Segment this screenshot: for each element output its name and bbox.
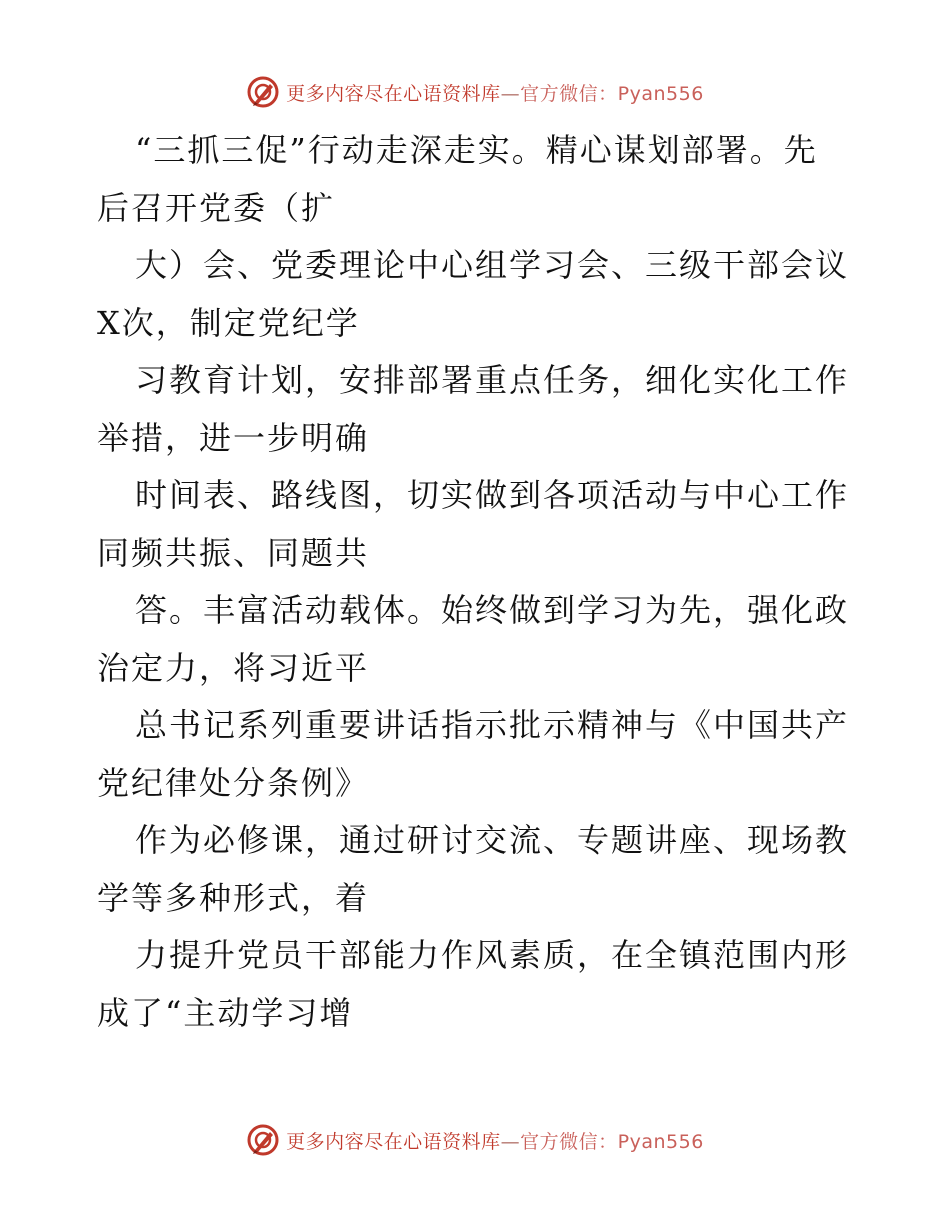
footer-banner-text [286, 1127, 704, 1154]
header-watermark-banner [0, 72, 950, 112]
text-line: “三抓三促”行动走深走实。精心谋划部署。先 [135, 131, 818, 169]
footer-separator: — [500, 1130, 521, 1153]
text-line: 党纪律处分条例》 [97, 763, 370, 802]
text-line: X次，制定党纪学 [97, 303, 360, 342]
header-site-text: 更多内容尽在心语资料库 [286, 82, 501, 105]
header-separator: — [500, 82, 521, 105]
pen-logo-icon [246, 1123, 280, 1157]
footer-site-text: 更多内容尽在心语资料库 [286, 1130, 501, 1153]
text-line: 同频共振、同题共 [97, 533, 370, 572]
footer-watermark-banner [0, 1120, 950, 1160]
text-line: 总书记系列重要讲话指示批示精神与《中国共产 [135, 706, 850, 744]
header-banner-text [286, 79, 704, 106]
text-line: 答。丰富活动载体。始终做到学习为先，强化政 [135, 591, 850, 629]
text-line: 学等多种形式，着 [97, 878, 370, 917]
text-line: 后召开党委（扩 [97, 188, 336, 227]
text-line: 习教育计划，安排部署重点任务，细化实化工作 [135, 361, 850, 399]
text-line: 举措，进一步明确 [97, 418, 370, 457]
pen-logo-icon [246, 75, 280, 109]
text-line: 大）会、党委理论中心组学习会、三级干部会议 [135, 246, 850, 284]
text-line: 时间表、路线图，切实做到各项活动与中心工作 [135, 476, 850, 514]
footer-contact-text: 官方微信：Pyan556 [520, 1130, 704, 1153]
text-line: 力提升党员干部能力作风素质，在全镇范围内形 [135, 936, 850, 974]
document-body [97, 122, 857, 1042]
text-line: 成了“主动学习增 [97, 993, 354, 1032]
text-line: 治定力，将习近平 [97, 648, 370, 687]
header-contact-text: 官方微信：Pyan556 [520, 82, 704, 105]
text-line: 作为必修课，通过研讨交流、专题讲座、现场教 [135, 821, 850, 859]
